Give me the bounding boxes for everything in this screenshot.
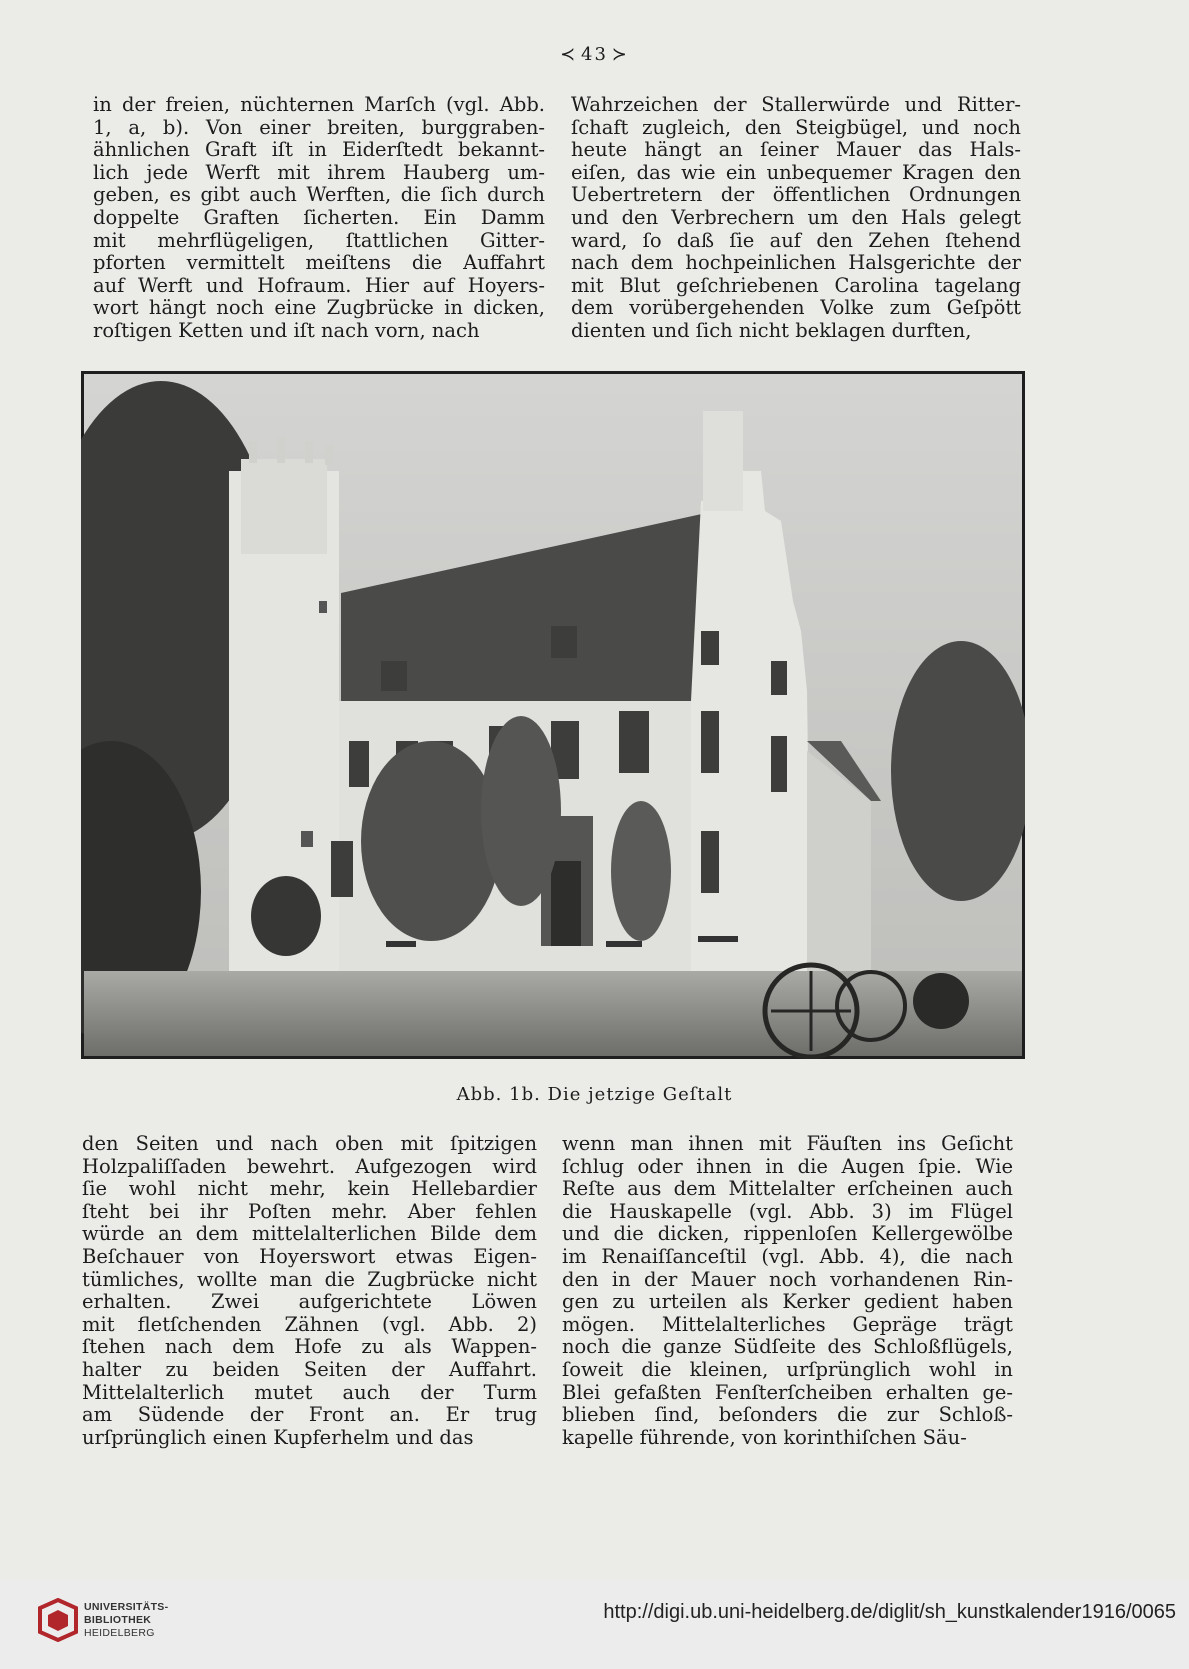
text-line: doppelte Graften ſicherten. Ein Damm xyxy=(93,205,545,229)
logo-line-1: UNIVERSITÄTS- xyxy=(84,1601,169,1613)
text-line: mit fletſchenden Zähnen (vgl. Abb. 2) xyxy=(82,1312,537,1336)
text-line: gen zu urteilen als Kerker gedient haben xyxy=(562,1290,1013,1314)
text-line: ſchlug oder ihnen in die Augen ſpie. Wie xyxy=(562,1154,1013,1178)
castle-photograph xyxy=(81,371,1025,1059)
text-line: ſtehen nach dem Hofe zu als Wappen- xyxy=(82,1335,537,1359)
logo-line-2: BIBLIOTHEK xyxy=(84,1614,152,1626)
text-line: Blei gefaßten Fenſterſcheiben erhalten ge- xyxy=(562,1380,1013,1404)
text-line: blieben ſind, beſonders die zur Schloß- xyxy=(562,1403,1013,1427)
logo-line-3: HEIDELBERG xyxy=(84,1627,155,1639)
text-line: mit mehrflügeligen, ſtattlichen Gitter- xyxy=(93,228,545,252)
text-line: wort hängt noch eine Zugbrücke in dicken, xyxy=(93,296,545,320)
text-line: die Hauskapelle (vgl. Abb. 3) im Flügel xyxy=(562,1199,1013,1223)
text-line: noch die ganze Südſeite des Schloßflügels, xyxy=(562,1335,1013,1359)
source-url-link[interactable]: http://digi.ub.uni-heidelberg.de/diglit/sh_kunstkalender1916/0065 xyxy=(603,1601,1176,1623)
text-line: Uebertretern der öffentlichen Ordnungen xyxy=(571,183,1021,207)
text-line: geben, es gibt auch Werften, die ſich durch xyxy=(93,183,545,207)
text-column-bottom-right xyxy=(562,1133,1013,1449)
text-line: dienten und ſich nicht beklagen durften, xyxy=(571,318,972,342)
text-line: ſchaft zugleich, den Steigbügel, und noch xyxy=(571,115,1021,139)
text-line: Holzpaliſſaden bewehrt. Aufgezogen wird xyxy=(82,1154,537,1178)
text-line: in der freien, nüchternen Marſch (vgl. Abb. xyxy=(93,93,545,116)
text-line: halter zu beiden Seiten der Auffahrt. xyxy=(82,1357,537,1381)
text-line: mit Blut geſchriebenen Carolina tagelang xyxy=(571,273,1021,297)
text-line: lich jede Werft mit ihrem Hauberg um- xyxy=(93,160,545,184)
text-column-top-right xyxy=(571,94,1021,343)
text-line: am Südende der Front an. Er trug xyxy=(82,1403,537,1427)
text-line: Beſchauer von Hoyerswort etwas Eigen- xyxy=(82,1244,537,1268)
text-line: heute hängt an ſeiner Mauer das Hals- xyxy=(571,138,1021,162)
figure-caption: Abb. 1b. Die jetzige Geſtalt xyxy=(456,1084,733,1105)
ornament-left: ≺ xyxy=(560,44,582,65)
page-number: ≺ 43 ≻ xyxy=(560,44,629,65)
text-line: Wahrzeichen der Stallerwürde und Ritter- xyxy=(571,93,1021,116)
text-line: eiſen, das wie ein unbequemer Kragen den xyxy=(571,160,1021,184)
footer-bar xyxy=(0,1580,1189,1669)
text-line: ward, ſo daß ſie auf den Zehen ſtehend xyxy=(571,228,1021,252)
text-line: Reſte aus dem Mittelalter erſcheinen auch xyxy=(562,1177,1013,1201)
text-line: pforten vermittelt meiſtens die Auffahrt xyxy=(93,251,545,275)
ornament-right: ≻ xyxy=(607,44,629,65)
text-line: tümliches, wollte man die Zugbrücke nicht xyxy=(82,1267,537,1291)
text-line: im Renaiſſanceſtil (vgl. Abb. 4), die nach xyxy=(562,1244,1013,1268)
text-line: den in der Mauer noch vorhandenen Rin- xyxy=(562,1267,1013,1291)
text-line: 1, a, b). Von einer breiten, burggraben- xyxy=(93,115,545,139)
text-column-top-left xyxy=(93,94,545,343)
text-line: ſie wohl nicht mehr, kein Hellebardier xyxy=(82,1177,537,1201)
text-line: den Seiten und nach oben mit ſpitzigen xyxy=(82,1132,537,1155)
text-line: urſprünglich einen Kupferhelm und das xyxy=(82,1425,474,1449)
text-column-bottom-left xyxy=(82,1133,537,1449)
text-line: mögen. Mittelalterliches Gepräge trägt xyxy=(562,1312,1013,1336)
text-line: und die dicken, rippenloſen Kellergewölbe xyxy=(562,1222,1013,1246)
text-line: dem vorübergehenden Volke zum Geſpött xyxy=(571,296,1021,320)
text-line: roſtigen Ketten und iſt nach vorn, nach xyxy=(93,318,480,342)
text-line: und den Verbrechern um den Hals gelegt xyxy=(571,205,1021,229)
text-line: ähnlichen Graft iſt in Eiderſtedt bekannt- xyxy=(93,138,545,162)
text-line: ſoweit die kleinen, urſprünglich wohl in xyxy=(562,1357,1013,1381)
text-line: würde an dem mittelalterlichen Bilde dem xyxy=(82,1222,537,1246)
text-line: erhalten. Zwei aufgerichtete Löwen xyxy=(82,1290,537,1314)
text-line: Mittelalterlich mutet auch der Turm xyxy=(82,1380,537,1404)
text-line: nach dem hochpeinlichen Halsgerichte der xyxy=(571,251,1021,275)
text-line: wenn man ihnen mit Fäuſten ins Geſicht xyxy=(562,1132,1013,1155)
library-logo-icon xyxy=(38,1598,78,1642)
text-line: ſteht bei ihr Poſten mehr. Aber fehlen xyxy=(82,1199,537,1223)
text-line: auf Werft und Hofraum. Hier auf Hoyers- xyxy=(93,273,545,297)
text-line: kapelle führende, von korinthiſchen Säu- xyxy=(562,1425,967,1449)
